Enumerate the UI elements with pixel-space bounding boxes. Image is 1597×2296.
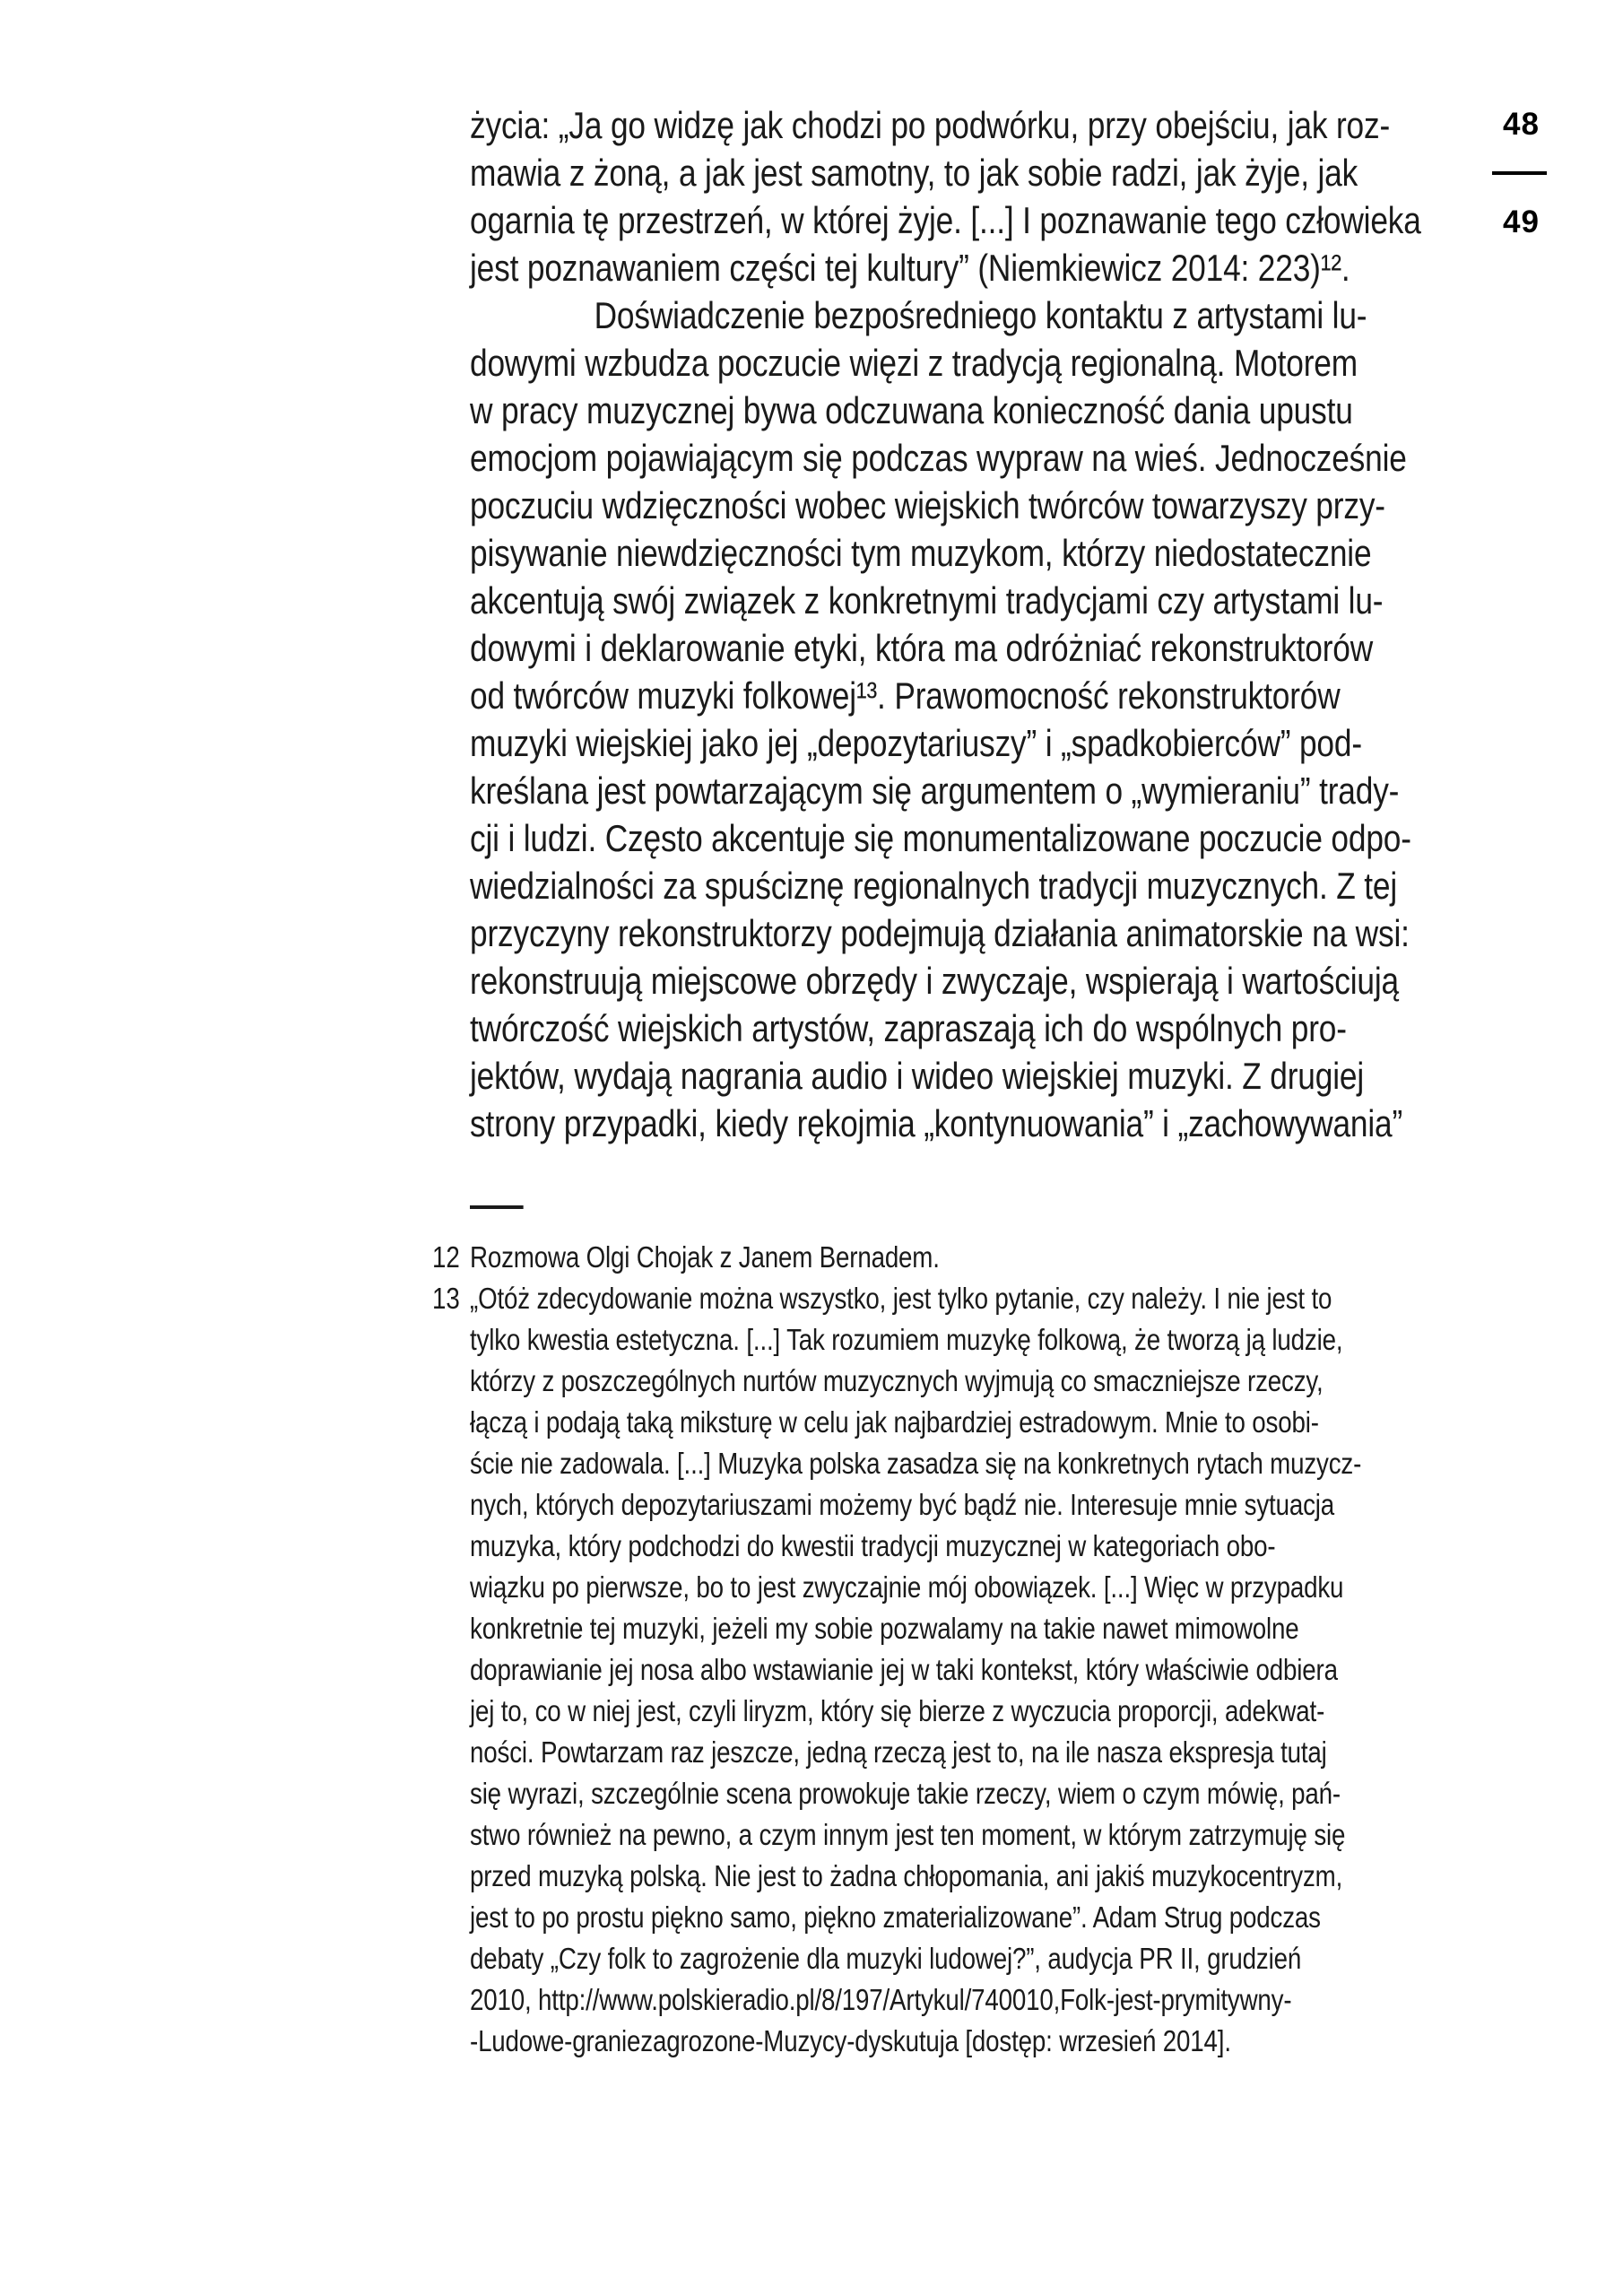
footnote-text xyxy=(470,1237,1442,1278)
page-number-right: 49 xyxy=(1503,204,1540,239)
footnote-line: stwo również na pewno, a czym innym jest ten moment, w którym zatrzymuję się xyxy=(470,1818,1346,1851)
footnote-line: ście nie zadowala. [...] Muzyka polska zasadza się na konkretnych rytach muzycz- xyxy=(470,1447,1362,1480)
footnotes xyxy=(432,1237,1442,2062)
page-number-divider xyxy=(1492,171,1547,175)
footnote-text xyxy=(470,1278,1442,2062)
body-line: wiedzialności za spuściznę regionalnych tradycji muzycznych. Z tej xyxy=(470,865,1398,907)
footnote-line: muzyka, który podchodzi do kwestii tradycji muzycznej w kategoriach obo- xyxy=(470,1529,1276,1562)
body-line: mawia z żoną, a jak jest samotny, to jak sobie radzi, jak żyje, jak xyxy=(470,152,1358,194)
footnote-number: 13 xyxy=(432,1282,460,1315)
footnote-line: przed muzyką polską. Nie jest to żadna chłopomania, ani jakiś muzykocentryzm, xyxy=(470,1859,1343,1892)
footnote-line: konkretnie tej muzyki, jeżeli my sobie pozwalamy na takie nawet mimowolne xyxy=(470,1612,1299,1645)
footnote-line: wiązku po pierwsze, bo to jest zwyczajnie mój obowiązek. [...] Więc w przypadku xyxy=(470,1570,1344,1604)
footnote-line: jej to, co w niej jest, czyli liryzm, który się bierze z wyczucia proporcji, adekwat- xyxy=(470,1694,1325,1727)
footnote-line: „Otóż zdecydowanie można wszystko, jest tylko pytanie, czy należy. I nie jest to xyxy=(470,1282,1332,1315)
body-line: strony przypadki, kiedy rękojmia „kontynuowania” i „zachowywania” xyxy=(470,1102,1403,1144)
body-line: emocjom pojawiającym się podczas wypraw na wieś. Jednocześnie xyxy=(470,437,1407,479)
text-column xyxy=(432,101,1442,2062)
body-line: kreślana jest powtarzającym się argumentem o „wymieraniu” trady- xyxy=(470,770,1400,812)
body-line: cji i ludzi. Często akcentuje się monumentalizowane poczucie odpo- xyxy=(470,817,1411,859)
body-line: dowymi wzbudza poczucie więzi z tradycją regionalną. Motorem xyxy=(470,342,1358,384)
body-line: Doświadczenie bezpośredniego kontaktu z artystami lu- xyxy=(594,294,1367,336)
footnote-line: się wyrazi, szczególnie scena prowokuje takie rzeczy, wiem o czym mówię, pań- xyxy=(470,1777,1341,1810)
footnote-line: doprawianie jej nosa albo wstawianie jej w taki kontekst, który właściwie odbiera xyxy=(470,1653,1338,1686)
body-line: muzyki wiejskiej jako jej „depozytariuszy” i „spadkobierców” pod- xyxy=(470,722,1362,764)
body-line: dowymi i deklarowanie etyki, która ma odróżniać rekonstruktorów xyxy=(470,627,1374,669)
footnote-line: tylko kwestia estetyczna. [...] Tak rozumiem muzykę folkową, że tworzą ją ludzie, xyxy=(470,1323,1343,1356)
footnote-number: 12 xyxy=(432,1240,460,1274)
body-line: jest poznawaniem części tej kultury” (Niemkiewicz 2014: 223)¹². xyxy=(470,247,1350,289)
footnote-line: którzy z poszczególnych nurtów muzycznych wyjmują co smaczniejsze rzeczy, xyxy=(470,1364,1324,1397)
footnote-12 xyxy=(432,1237,1442,1278)
body-line: jektów, wydają nagrania audio i wideo wiejskiej muzyki. Z drugiej xyxy=(470,1055,1365,1097)
body-line: od twórców muzyki folkowej¹³. Prawomocność rekonstruktorów xyxy=(470,674,1341,717)
page-number-left: 48 xyxy=(1503,107,1540,142)
footnote-line: 2010, http://www.polskieradio.pl/8/197/Artykul/740010,Folk-jest-prymitywny- xyxy=(470,1983,1292,2016)
footnote-line: ności. Powtarzam raz jeszcze, jedną rzeczą jest to, na ile nasza ekspresja tutaj xyxy=(470,1735,1327,1769)
body-line: przyczyny rekonstruktorzy podejmują działania animatorskie na wsi: xyxy=(470,912,1410,954)
body-text xyxy=(470,101,1442,1147)
footnote-line: nych, których depozytariuszami możemy być bądź nie. Interesuje mnie sytuacja xyxy=(470,1488,1335,1521)
footnote-line: -Ludowe-graniezagrozone-Muzycy-dyskutuja [dostęp: wrzesień 2014]. xyxy=(470,2024,1231,2057)
footnote-line: łączą i podają taką miksturę w celu jak najbardziej estradowym. Mnie to osobi- xyxy=(470,1405,1319,1439)
body-line: twórczość wiejskich artystów, zapraszają ich do wspólnych pro- xyxy=(470,1007,1347,1049)
body-line: życia: „Ja go widzę jak chodzi po podwórku, przy obejściu, jak roz- xyxy=(470,104,1391,146)
body-line: akcentują swój związek z konkretnymi tradycjami czy artystami lu- xyxy=(470,579,1384,622)
body-line: pisywanie niewdzięczności tym muzykom, którzy niedostatecznie xyxy=(470,532,1372,574)
footnote-13 xyxy=(432,1278,1442,2062)
body-line: rekonstruują miejscowe obrzędy i zwyczaje, wspierają i wartościują xyxy=(470,960,1399,1002)
footnote-line: debaty „Czy folk to zagrożenie dla muzyki ludowej?”, audycja PR II, grudzień xyxy=(470,1942,1302,1975)
body-line: ogarnia tę przestrzeń, w której żyje. [...] I poznawanie tego człowieka xyxy=(470,199,1421,241)
footnote-line: Rozmowa Olgi Chojak z Janem Bernadem. xyxy=(470,1240,940,1274)
footnote-separator xyxy=(470,1205,524,1209)
footnote-line: jest to po prostu piękno samo, piękno zmaterializowane”. Adam Strug podczas xyxy=(470,1900,1321,1934)
body-line: poczuciu wdzięczności wobec wiejskich twórców towarzyszy przy- xyxy=(470,484,1385,526)
body-line: w pracy muzycznej bywa odczuwana konieczność dania upustu xyxy=(470,389,1353,431)
